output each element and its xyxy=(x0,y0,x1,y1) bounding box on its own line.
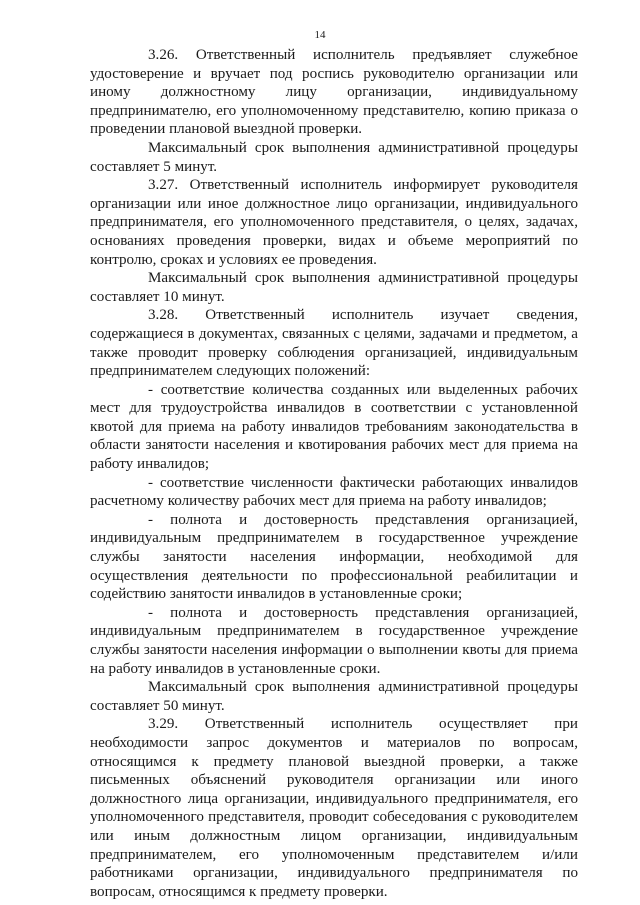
paragraph-3-28: 3.28. Ответственный исполнитель изучает сведения, содержащиеся в документах, связанных с целями, задачами и предметом, а также проводит проверку соблюдения организацией, индивидуальным предпринимателем следующих положений: xyxy=(90,307,578,380)
document-body xyxy=(90,46,578,901)
paragraph-3-26-duration: Максимальный срок выполнения административной процедуры составляет 5 минут. xyxy=(90,139,578,175)
page-number: 14 xyxy=(314,29,326,41)
list-item-quota-info: - полнота и достоверность представления организацией, индивидуальным предпринимателем в государственное учреждение службы занятости населения информации о выполнении квоты для приема на работу инвалидов в установленные сроки. xyxy=(90,604,578,677)
list-item-employee-count: - соответствие численности фактически работающих инвалидов расчетному количеству рабочих мест для приема на работу инвалидов; xyxy=(90,474,578,510)
paragraph-3-29: 3.29. Ответственный исполнитель осуществляет при необходимости запрос документов и материалов по вопросам, относящимся к предмету плановой выездной проверки, а также письменных объяснений руководителя организации или иного должностного лица организации, индивидуального предпринимателя, его уполномоченного представителя, проводит собеседования с руководителем или иным должностным лицом организации, индивидуальным предпринимателем, его уполномоченным представителем и/или работниками организации, индивидуального предпринимателя по вопросам, относящимся к предмету проверки. xyxy=(90,716,578,900)
paragraph-3-28-duration: Максимальный срок выполнения административной процедуры составляет 50 минут. xyxy=(90,679,578,714)
paragraph-3-27: 3.27. Ответственный исполнитель информирует руководителя организации или иное должностное лицо организации, индивидуального предпринимателя, его уполномоченного представителя, о целях, задачах, основаниях проведения проверки, видах и объеме мероприятий по контролю, сроках и условиях ее проведения. xyxy=(90,177,578,268)
list-item-workplaces-quota: - соответствие количества созданных или выделенных рабочих мест для трудоустройства инвалидов в соответствии с установленной квотой для приема на работу инвалидов требованиям законодательства в области занятости населения и квотирования рабочих мест для приема на работу инвалидов; xyxy=(90,381,578,473)
paragraph-3-26: 3.26. Ответственный исполнитель предъявляет служебное удостоверение и вручает под роспись руководителю организации или иному должностному лицу организации, индивидуальному предпринимателю, его уполномоченному представителю, копию приказа о проведении плановой выездной проверки. xyxy=(90,47,578,138)
list-item-rehabilitation-info: - полнота и достоверность представления организацией, индивидуальным предпринимателем в государственное учреждение службы занятости населения информации, необходимой для осуществления деятельности по профессиональной реабилитации и содействию занятости инвалидов в установленные сроки; xyxy=(90,511,578,603)
paragraph-3-27-duration: Максимальный срок выполнения административной процедуры составляет 10 минут. xyxy=(90,270,578,305)
